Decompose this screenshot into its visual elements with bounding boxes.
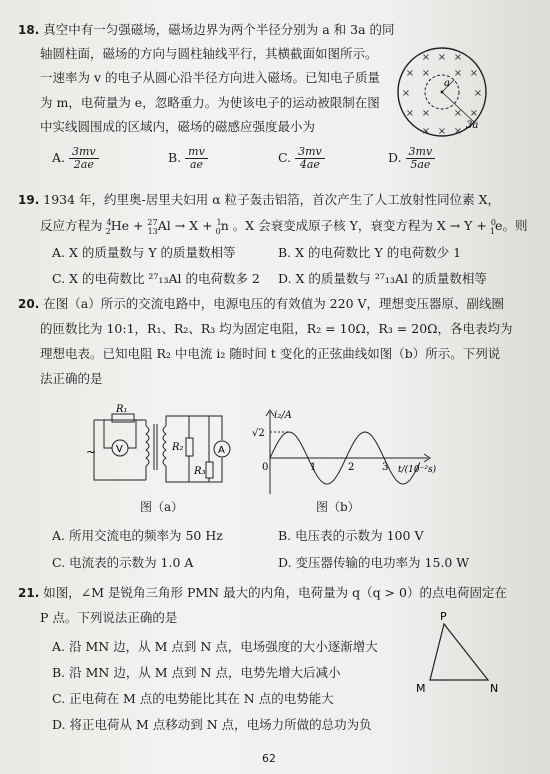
option-label: D.: [388, 150, 402, 166]
q18-text-3: 一速率为 v 的电子从圆心沿半径方向进入磁场。已知电子质量: [40, 70, 381, 85]
q21-option-c[interactable]: C. 正电荷在 M 点的电势能比其在 N 点的电势能大: [52, 691, 334, 706]
q20-text-2: 的匝数比为 10:1，R₁、R₂、R₃ 均为固定电阻，R₂ = 10Ω，R₃ = 20Ω，各电表均为: [40, 321, 513, 336]
caption-b: 图（b）: [316, 500, 360, 514]
q20-circuit-figure: [84, 404, 234, 496]
svg-text:×: ×: [469, 108, 479, 119]
q21-option-a[interactable]: A. 沿 MN 边，从 M 点到 N 点，电场强度的大小逐渐增大: [52, 639, 378, 654]
q20-option-a[interactable]: A. 所用交流电的频率为 50 Hz: [52, 528, 223, 543]
q20-text-4: 法正确的是: [40, 371, 103, 386]
q20-sine-graph: [252, 406, 452, 496]
q21-triangle-figure: [410, 610, 510, 698]
q21-option-d[interactable]: D. 将正电荷从 M 点移动到 N 点，电场力所做的总功为负: [52, 717, 372, 732]
q21-text-2: P 点。下列说法正确的是: [40, 610, 178, 625]
q18-number: 18.: [18, 23, 40, 37]
svg-text:×: ×: [437, 126, 447, 137]
q19-text-2-end: e。则: [495, 218, 528, 234]
q19-text-2: 反应方程为 $^4_2$He + $^{27}_{13}$Al → X + $^1_0$n 。X 会衰变成原子核 Y，衰变方程为 X → Y + $^0_1$e。则: [40, 218, 528, 236]
outer-radius-label: 3a: [466, 120, 479, 131]
center-point: [441, 91, 444, 94]
vertex-n: N: [490, 682, 499, 695]
vertex-m: M: [416, 682, 426, 695]
secondary-coil: [163, 426, 166, 466]
q18-magnetic-field-figure: [394, 42, 494, 142]
r3-resistor: [206, 462, 213, 478]
q20-option-b[interactable]: B. 电压表的示数为 100 V: [278, 528, 424, 543]
q19-option-d[interactable]: D. X 的质量数与 ²⁷₁₃Al 的质量数相等: [278, 271, 487, 286]
svg-text:×: ×: [421, 52, 431, 63]
fraction: $\frac{mv}{ae}$: [185, 146, 208, 171]
q21-option-b[interactable]: B. 沿 MN 边，从 M 点到 N 点，电势先增大后减小: [52, 665, 341, 680]
q20-line1: [18, 298, 504, 311]
q19-text-1: 1934 年，约里奥-居里夫妇用 α 粒子轰击铝箔，首次产生了人工放射性同位素 X，: [43, 192, 501, 207]
option-label: B.: [168, 150, 182, 166]
tick-1: 1: [310, 462, 317, 473]
graph-yvalue: √2: [252, 428, 265, 439]
r1-resistor: [112, 414, 134, 422]
ac-source-symbol: ~: [86, 445, 97, 459]
ammeter-label: A: [218, 445, 225, 456]
inner-radius-label: a: [444, 78, 450, 89]
q19-option-a[interactable]: A. X 的质量数与 Y 的质量数相等: [52, 245, 236, 260]
option-label: A.: [52, 150, 66, 166]
q18-text-5: 中实线圆围成的区域内，磁场的磁感应强度最小为: [40, 119, 316, 134]
tick-0: 0: [262, 462, 269, 473]
triangle-pmn: [430, 624, 488, 680]
q18-option-a[interactable]: [52, 146, 99, 171]
q18-text-1: 真空中有一匀强磁场，磁场边界为两个半径分别为 a 和 3a 的同: [43, 22, 395, 37]
q18-line1: [18, 24, 395, 37]
q20-text-3: 理想电表。已知电阻 R₂ 中电流 i₂ 随时间 t 变化的正弦曲线如图（b）所示。下列说: [40, 346, 501, 361]
primary-coil: [146, 426, 149, 466]
svg-text:×: ×: [401, 88, 411, 99]
q20-text-1: 在图（a）所示的交流电路中，电源电压的有效值为 220 V，理想变压器原、副线圈: [43, 296, 505, 311]
svg-text:×: ×: [453, 126, 463, 137]
q19-text-2-pre: 反应方程为: [40, 218, 103, 234]
svg-text:×: ×: [453, 108, 463, 119]
q18-option-d[interactable]: [388, 146, 435, 171]
fraction: $\frac{3mv}{5ae}$: [406, 146, 436, 171]
svg-text:×: ×: [405, 108, 415, 119]
svg-text:×: ×: [473, 88, 483, 99]
r3-label: R₃: [194, 466, 206, 477]
q21-number: 21.: [18, 586, 40, 600]
q19-option-c[interactable]: C. X 的电荷数比 ²⁷₁₃Al 的电荷数多 2: [52, 271, 260, 286]
q21-text-1: 如图，∠M 是锐角三角形 PMN 最大的内角，电荷量为 q（q > 0）的点电荷固定在: [43, 585, 507, 600]
q19-option-b[interactable]: B. X 的电荷数比 Y 的电荷数少 1: [278, 245, 462, 260]
r1-label: R₁: [116, 404, 128, 415]
svg-text:×: ×: [437, 52, 447, 63]
q18-option-c[interactable]: [278, 146, 325, 171]
r2-resistor: [186, 438, 193, 456]
svg-text:×: ×: [421, 126, 431, 137]
q21-line1: [18, 587, 507, 600]
graph-ylabel: i₂/A: [274, 410, 292, 421]
q18-option-b[interactable]: [168, 146, 208, 171]
svg-text:×: ×: [469, 68, 479, 79]
svg-text:×: ×: [453, 68, 463, 79]
caption-a: 图（a）: [140, 500, 184, 514]
q20-option-d[interactable]: D. 变压器传输的电功率为 15.0 W: [278, 555, 470, 570]
option-label: C.: [278, 150, 292, 166]
svg-text:×: ×: [453, 52, 463, 63]
voltmeter-label: V: [116, 444, 123, 455]
q19-text-2-post: 。X 会衰变成原子核 Y，衰变方程为 X → Y +: [232, 218, 487, 234]
q19-line1: [18, 194, 500, 207]
q18-text-2: 轴圆柱面，磁场的方向与圆柱轴线平行，其横截面如图所示。: [40, 46, 378, 61]
tick-2: 2: [348, 462, 355, 473]
page-number: 62: [262, 752, 276, 765]
q20-number: 20.: [18, 297, 40, 311]
nuclear-equation: $^4_2$He + $^{27}_{13}$Al → X + $^1_0$n: [105, 218, 229, 236]
graph-xlabel: t/(10⁻²s): [398, 465, 437, 475]
r2-label: R₂: [172, 442, 184, 453]
tick-3: 3: [382, 462, 389, 473]
svg-text:×: ×: [421, 108, 431, 119]
fraction: $\frac{3mv}{4ae}$: [295, 146, 325, 171]
q18-text-4: 为 m，电荷量为 e，忽略重力。为使该电子的运动被限制在图: [40, 95, 380, 110]
q19-number: 19.: [18, 193, 40, 207]
fraction: $\frac{3mv}{2ae}$: [69, 146, 99, 171]
svg-text:×: ×: [405, 68, 415, 79]
vertex-p: P: [440, 610, 447, 623]
q20-option-c[interactable]: C. 电流表的示数为 1.0 A: [52, 555, 194, 570]
svg-text:×: ×: [421, 68, 431, 79]
